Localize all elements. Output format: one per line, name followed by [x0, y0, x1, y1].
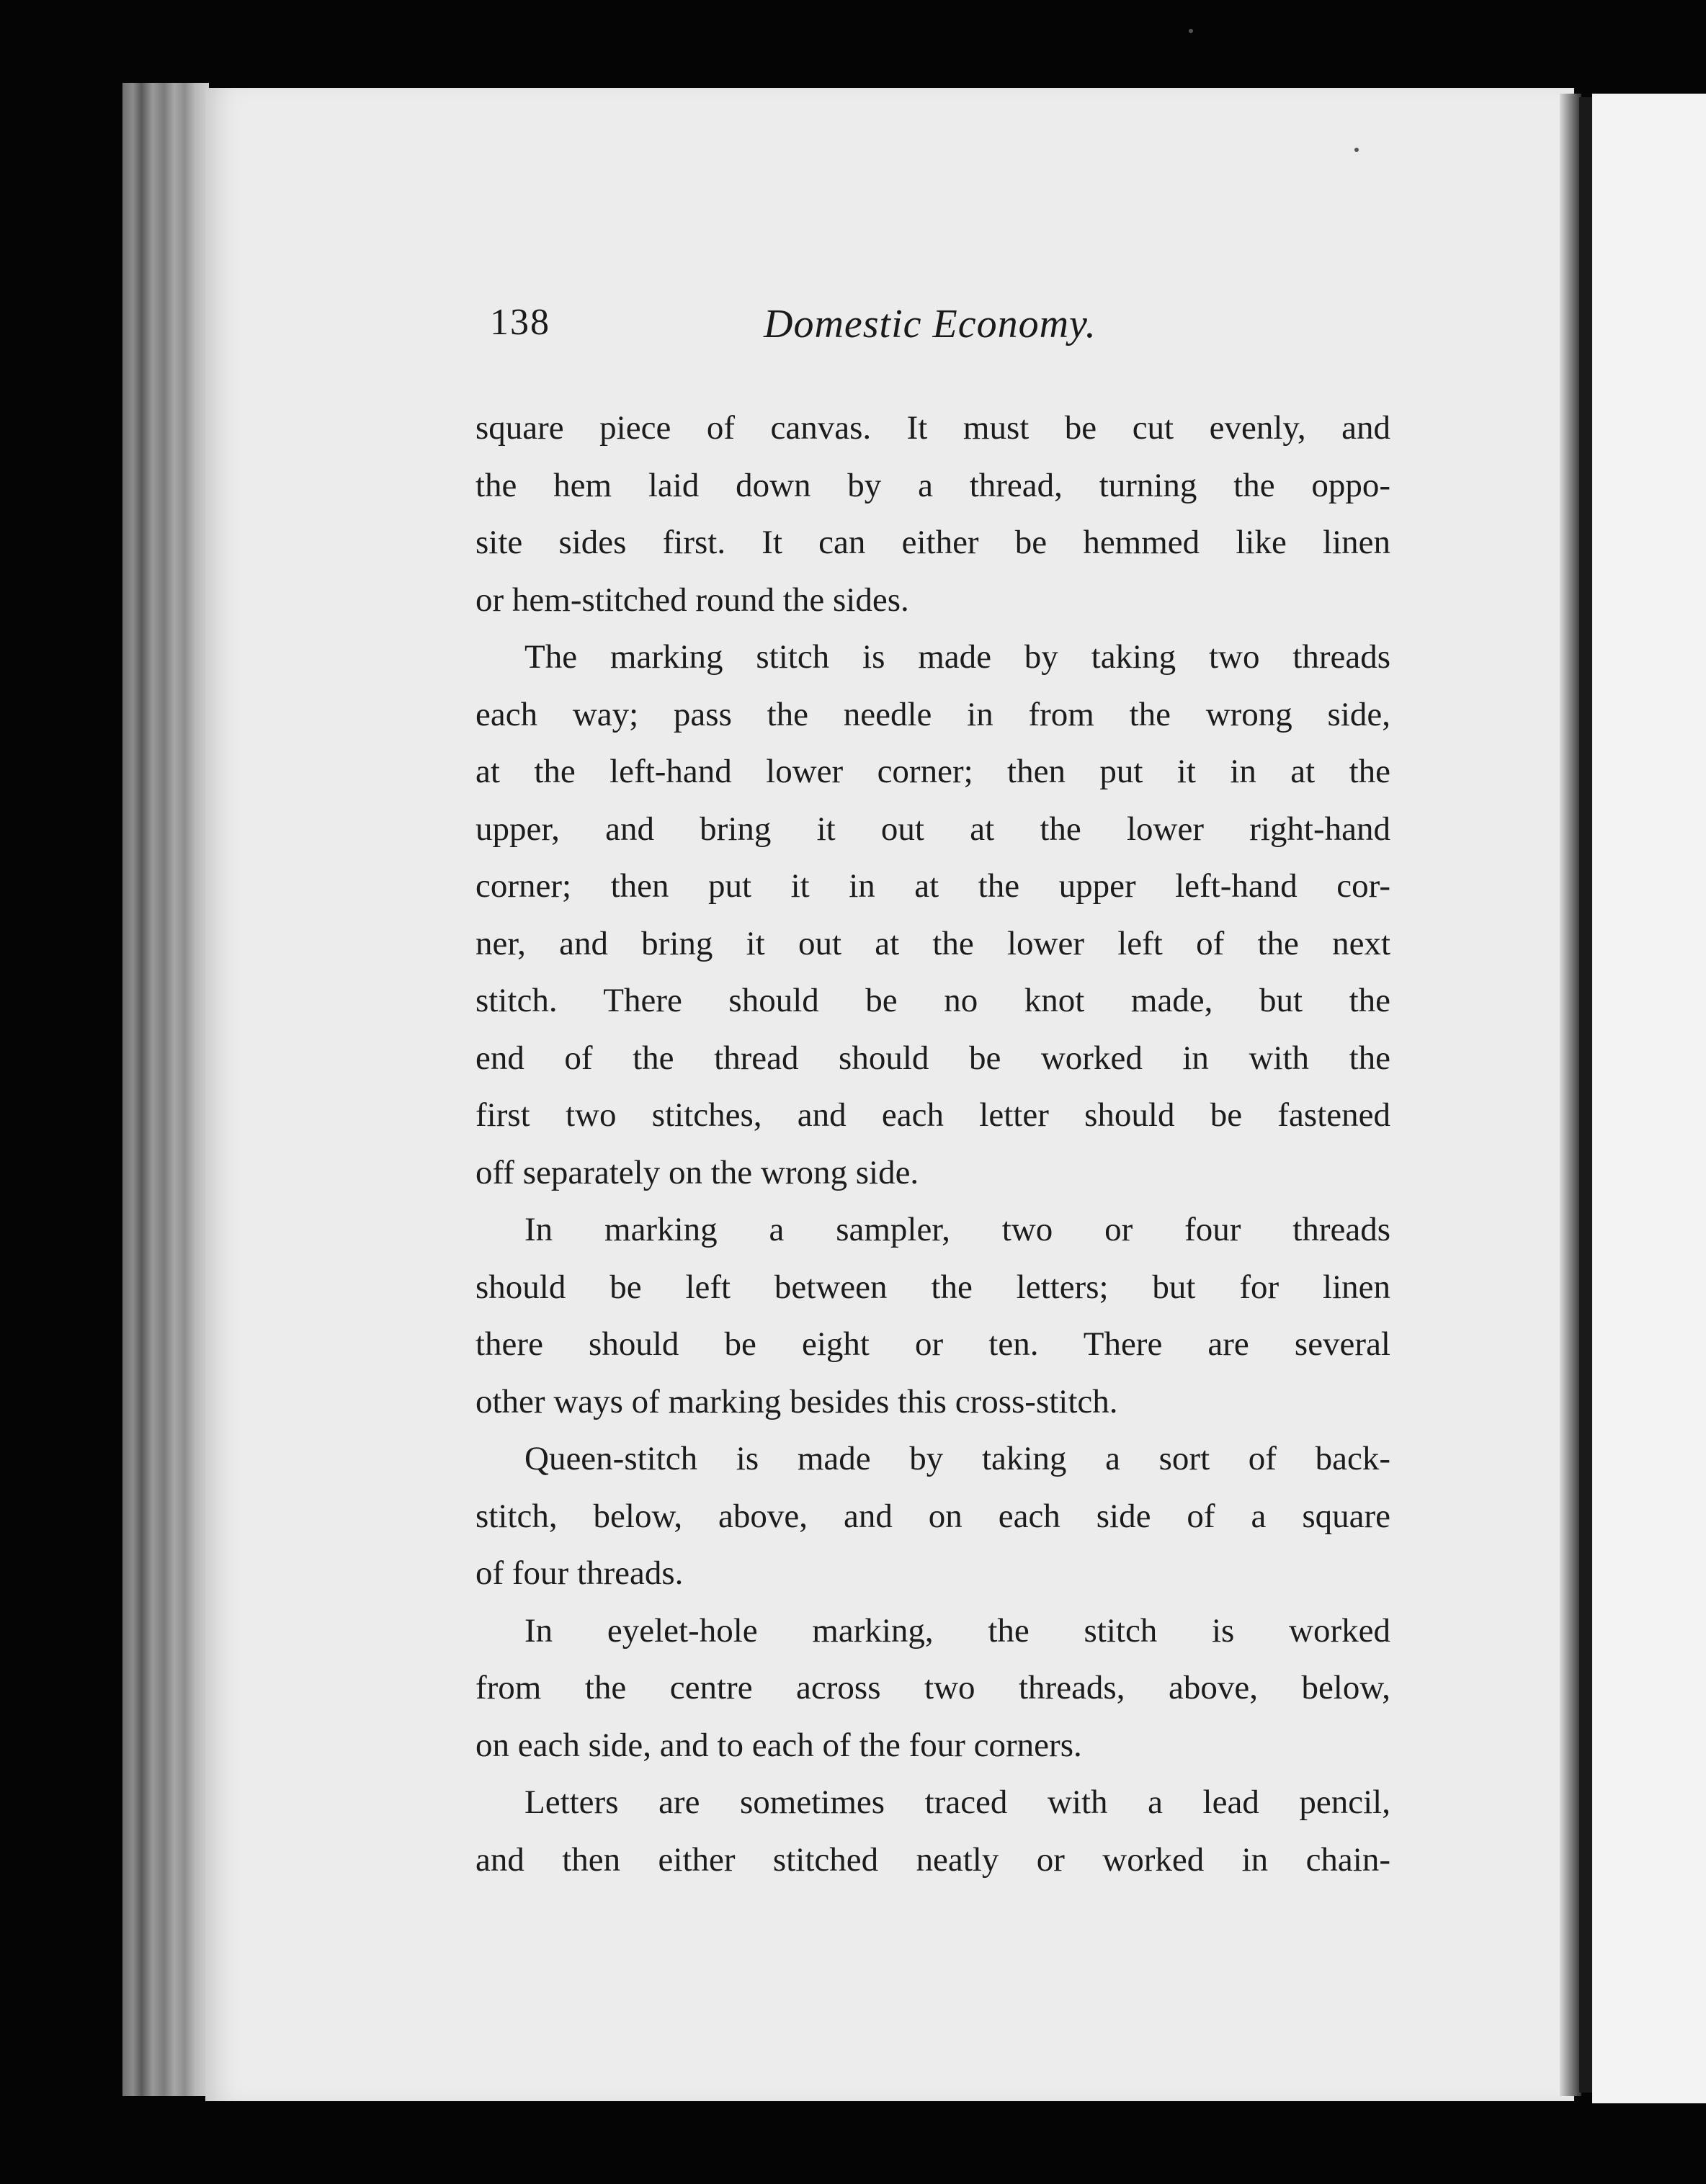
text-line: and then either stitched neatly or worked in chain-	[475, 1840, 1390, 1879]
page-header	[490, 301, 1398, 366]
scan-speck	[1354, 148, 1359, 152]
text-line: at the left-hand lower corner; then put it in at the	[475, 753, 1390, 790]
text-line: end of the thread should be worked in with the	[475, 1039, 1390, 1077]
gutter-edge	[1579, 97, 1592, 2093]
text-line: stitch. There should be no knot made, but the	[475, 982, 1390, 1019]
text-line: upper, and bring it out at the lower right-hand	[475, 810, 1390, 848]
text-line: there should be eight or ten. There are several	[475, 1325, 1390, 1363]
book-page-edges	[122, 83, 209, 2096]
text-line: site sides first. It can either be hemmed like linen	[475, 524, 1390, 561]
text-line: In eyelet-hole marking, the stitch is worked	[524, 1611, 1390, 1650]
text-line: square piece of canvas. It must be cut evenly, and	[475, 409, 1390, 447]
text-line: each way; pass the needle in from the wrong side,	[475, 695, 1390, 733]
text-line: ner, and bring it out at the lower left of the next	[475, 924, 1390, 962]
running-title: Domestic Economy.	[764, 302, 1097, 346]
text-line: or hem-stitched round the sides.	[475, 581, 909, 619]
text-line: The marking stitch is made by taking two threads	[524, 638, 1390, 676]
body-text	[475, 400, 1390, 1889]
page-number: 138	[490, 302, 550, 343]
gutter-shadow	[1560, 94, 1581, 2096]
text-line: other ways of marking besides this cross-stitch.	[475, 1382, 1118, 1420]
text-line: In marking a sampler, two or four threads	[524, 1211, 1390, 1248]
text-line: off separately on the wrong side.	[475, 1153, 919, 1191]
text-line: from the centre across two threads, above, below,	[475, 1669, 1390, 1706]
text-line: corner; then put it in at the upper left-hand cor-	[475, 867, 1390, 905]
scan-speck	[1189, 29, 1193, 33]
text-line: on each side, and to each of the four corners.	[475, 1726, 1082, 1764]
text-line: should be left between the letters; but for linen	[475, 1268, 1390, 1306]
text-line: the hem laid down by a thread, turning the oppo-	[475, 466, 1390, 504]
text-line: of four threads.	[475, 1554, 684, 1592]
text-line: first two stitches, and each letter should be fastened	[475, 1096, 1390, 1134]
facing-page-strip	[1592, 94, 1706, 2103]
text-line: Letters are sometimes traced with a lead pencil,	[524, 1784, 1390, 1821]
text-line: stitch, below, above, and on each side of a square	[475, 1497, 1390, 1535]
text-line: Queen-stitch is made by taking a sort of back-	[524, 1440, 1390, 1477]
